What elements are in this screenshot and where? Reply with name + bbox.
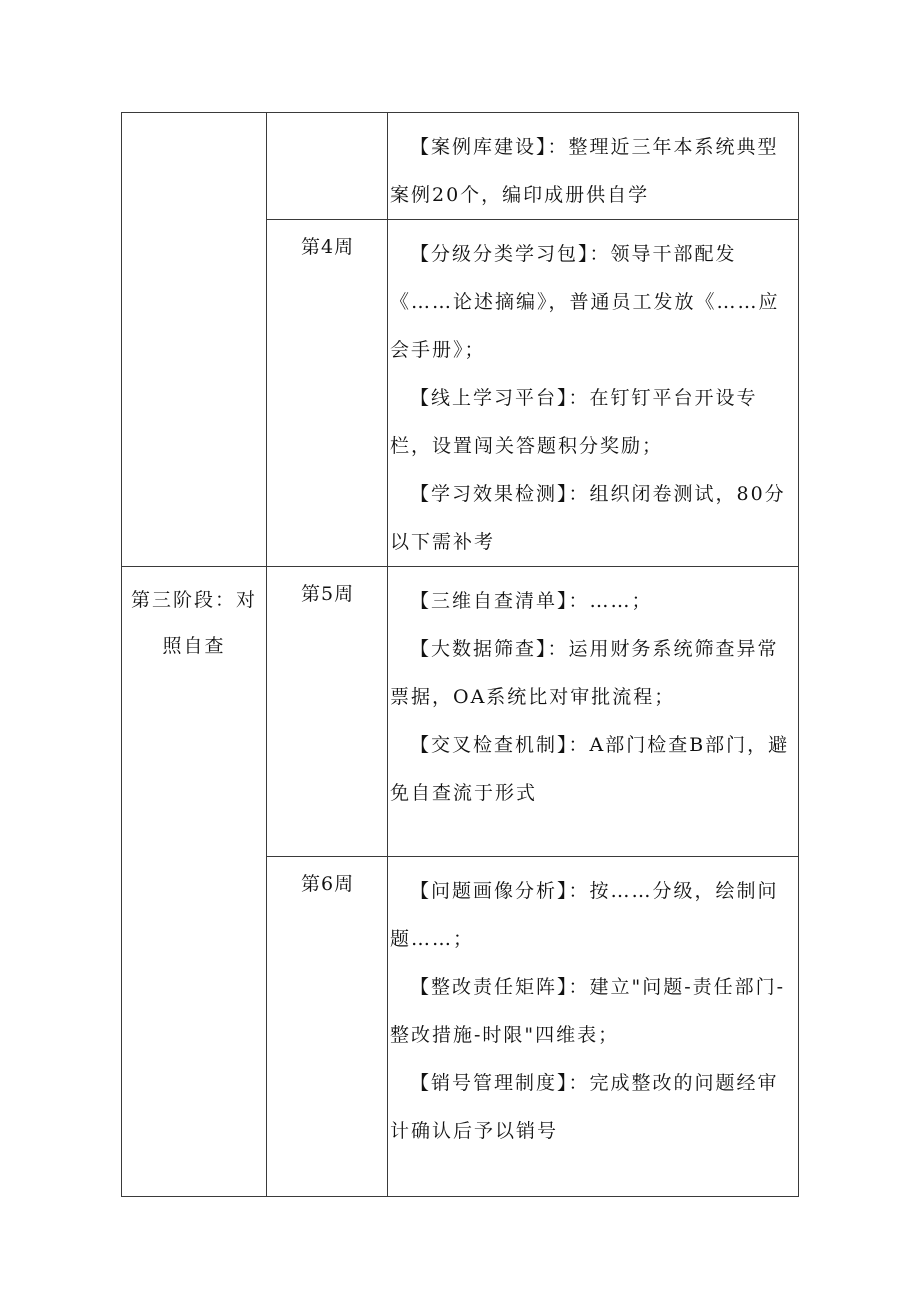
content-cell [388,113,799,220]
content-paragraph: 【交叉检查机制】：A部门检查B部门，避免自查流于形式 [390,734,790,804]
content-paragraph: 【三维自查清单】：……； [410,590,653,612]
week-cell [267,567,388,857]
content-paragraph: 【线上学习平台】：在钉钉平台开设专栏，设置闯关答题积分奖励； [390,387,758,457]
week-label: 第6周 [301,873,355,895]
stage-label: 第三阶段：对照自查 [130,589,257,657]
content-cell [388,857,799,1197]
table-row [122,113,799,220]
week-label: 第5周 [301,583,355,605]
stage-label [122,113,266,123]
content-paragraph: 【学习效果检测】：组织闭卷测试，80分以下需补考 [390,483,786,553]
content-paragraph: 【案例库建设】：整理近三年本系统典型案例20个，编印成册供自学 [390,136,779,206]
content-paragraph: 【销号管理制度】：完成整改的问题经审计确认后予以销号 [390,1072,779,1142]
week-label: 第4周 [301,236,355,258]
week-cell [267,857,388,1197]
content-cell [388,567,799,857]
stage-cell [122,567,267,1197]
table-row [122,567,799,857]
content-paragraph: 【问题画像分析】：按……分级，绘制问题……； [390,880,779,950]
content-cell [388,220,799,567]
week-cell [267,113,388,220]
content-paragraph: 【分级分类学习包】：领导干部配发《……论述摘编》，普通员工发放《……应会手册》； [390,243,780,361]
stage-cell [122,113,267,567]
content-paragraph: 【整改责任矩阵】：建立"问题-责任部门-整改措施-时限"四维表； [390,976,786,1046]
schedule-table [121,112,799,1197]
week-label [267,113,387,125]
week-cell [267,220,388,567]
content-paragraph: 【大数据筛查】：运用财务系统筛查异常票据，OA系统比对审批流程； [390,638,779,708]
